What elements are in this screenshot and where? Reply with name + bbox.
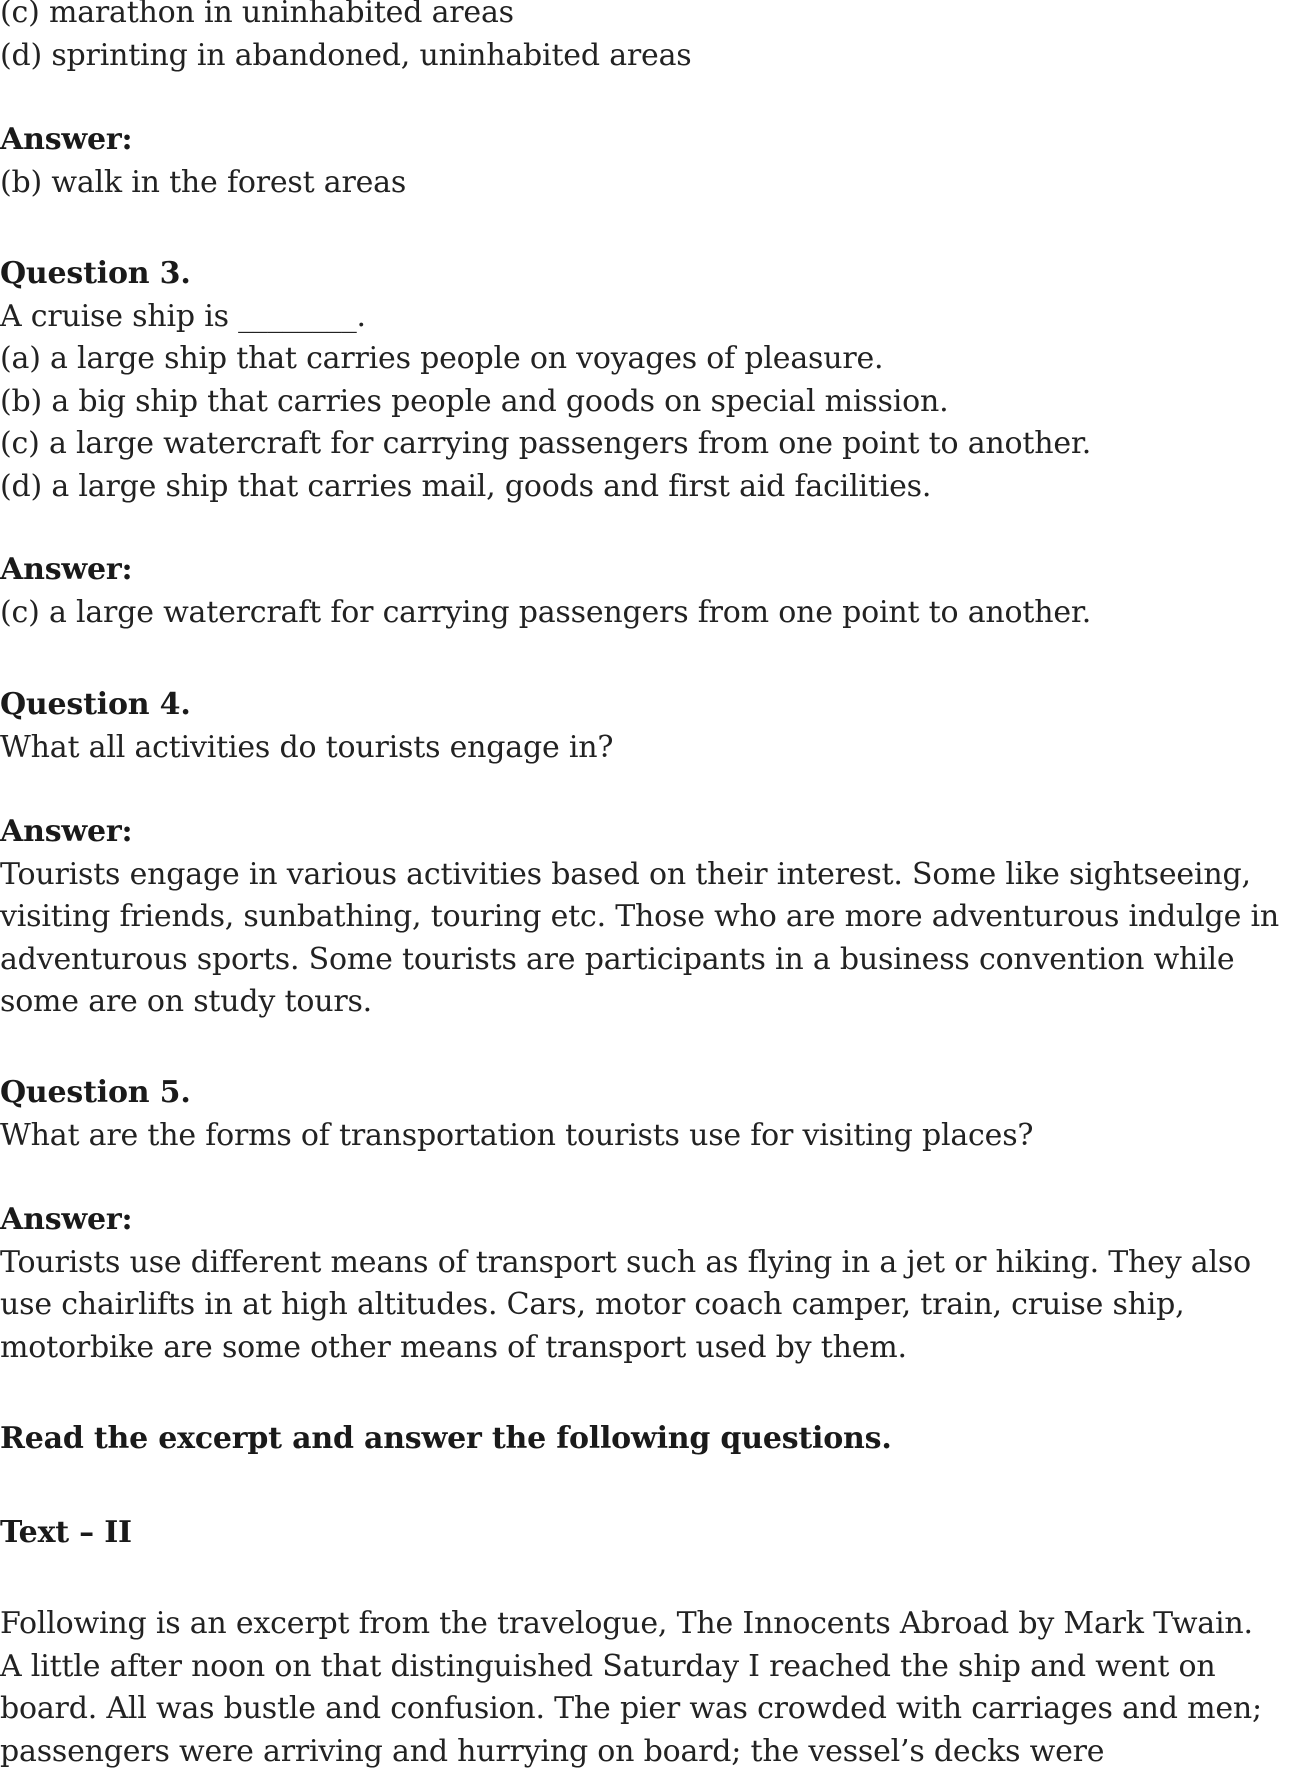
- excerpt-line: Following is an excerpt from the travelogue, The Innocents Abroad by Mark Twain.: [0, 1606, 1253, 1641]
- answer-label: Answer:: [0, 814, 133, 849]
- answer-label: Answer:: [0, 1202, 133, 1237]
- instruction-text: Read the excerpt and answer the following questions.: [0, 1421, 892, 1456]
- excerpt: [0, 1603, 1262, 1773]
- question-title: Question 4.: [0, 687, 191, 722]
- answer-text: (c) a large watercraft for carrying passengers from one point to another.: [0, 594, 1092, 630]
- text-heading: [0, 1512, 132, 1555]
- option-d: (d) a large ship that carries mail, goods and first aid facilities.: [0, 468, 932, 504]
- question-3-answer: [0, 549, 1091, 634]
- instruction: [0, 1418, 892, 1461]
- question-2-answer: [0, 119, 406, 204]
- option-c: (c) a large watercraft for carrying passengers from one point to another.: [0, 426, 1092, 462]
- text-heading-label: Text – II: [0, 1515, 132, 1550]
- question-3: [0, 253, 1091, 509]
- question-prompt: What are the forms of transportation tourists use for visiting places?: [0, 1117, 1034, 1153]
- question-title: Question 3.: [0, 256, 191, 291]
- option-d: (d) sprinting in abandoned, uninhabited areas: [0, 37, 692, 73]
- question-2-options: [0, 0, 691, 77]
- option-c: (c) marathon in uninhabited areas: [0, 0, 514, 30]
- answer-text: (b) walk in the forest areas: [0, 164, 407, 200]
- question-4: [0, 684, 613, 769]
- answer-line: some are on study tours.: [0, 984, 373, 1020]
- answer-label: Answer:: [0, 552, 133, 587]
- answer-label: Answer:: [0, 122, 133, 157]
- question-prompt: What all activities do tourists engage in?: [0, 729, 614, 765]
- question-4-answer: [0, 811, 1279, 1024]
- question-5: [0, 1072, 1033, 1157]
- answer-line: motorbike are some other means of transport used by them.: [0, 1329, 907, 1365]
- option-b: (b) a big ship that carries people and goods on special mission.: [0, 383, 949, 419]
- answer-line: use chairlifts in at high altitudes. Cars, motor coach camper, train, cruise ship,: [0, 1287, 1185, 1323]
- answer-line: visiting friends, sunbathing, touring etc. Those who are more adventurous indulge in: [0, 899, 1279, 935]
- excerpt-line: A little after noon on that distinguished Saturday I reached the ship and went on: [0, 1648, 1216, 1684]
- question-title: Question 5.: [0, 1075, 191, 1110]
- answer-line: adventurous sports. Some tourists are participants in a business convention while: [0, 941, 1235, 977]
- answer-line: Tourists engage in various activities based on their interest. Some like sightseeing,: [0, 856, 1251, 892]
- option-a: (a) a large ship that carries people on voyages of pleasure.: [0, 341, 884, 377]
- excerpt-line: passengers were arriving and hurrying on board; the vessel’s decks were: [0, 1733, 1105, 1769]
- answer-line: Tourists use different means of transport such as flying in a jet or hiking. They also: [0, 1244, 1251, 1280]
- question-prompt: A cruise ship is ________.: [0, 298, 366, 334]
- excerpt-line: board. All was bustle and confusion. The pier was crowded with carriages and men;: [0, 1691, 1262, 1727]
- question-5-answer: [0, 1199, 1251, 1369]
